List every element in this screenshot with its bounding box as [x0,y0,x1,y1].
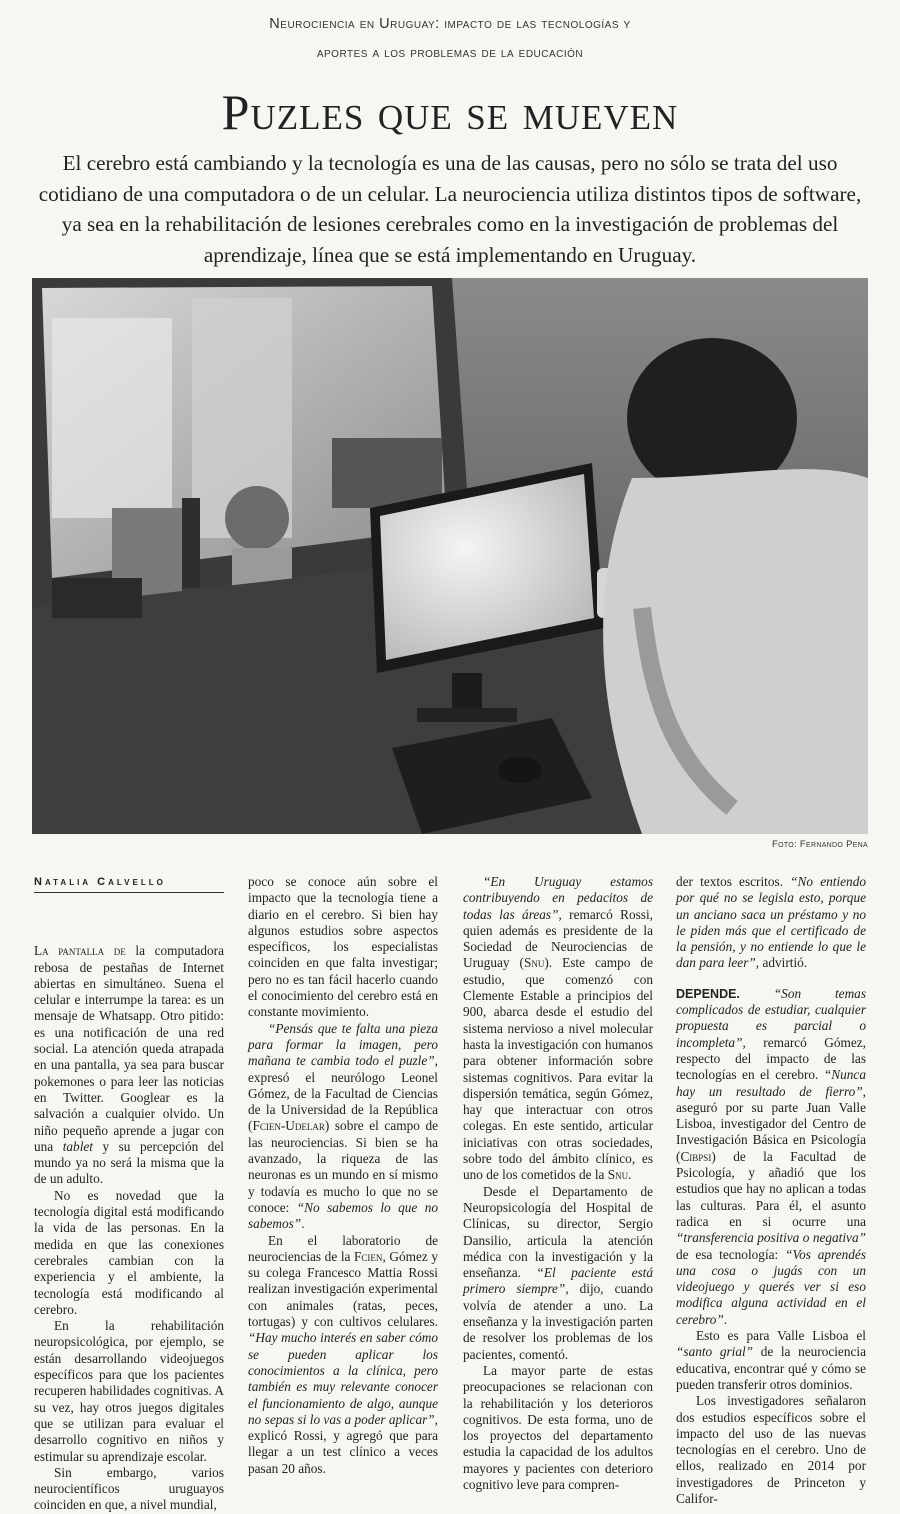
byline: Natalia Calvello [34,874,224,893]
paragraph-text: En el laboratorio de neurociencias de la [248,1232,438,1264]
paragraph-text: , dijo, cuando volvía de atender a uno. La enseñanza y la investigación parten de resolver los problemas de los pacientes, comentó. [463,1281,653,1362]
paragraph-text: , aseguró por su parte Juan Valle Lisboa, investigador del Centro de Investigación Básica en Psicología ( [676,1083,866,1164]
article-column-2 [248,874,438,1477]
quote: “Son temas complicados de estudiar, cualquier propuesta es parcial o incompleta” [676,985,866,1050]
paragraph-text: , advirtió. [755,955,808,971]
paragraph-text: . [628,1167,632,1183]
paragraph-text: , expresó el neurólogo Leonel Gómez, de la Facultad de Ciencias de la Universidad de la República ( [248,1053,438,1134]
article-column-1 [34,874,224,1514]
paragraph-text: ). Este campo de estudio, que comenzó con Clemente Estable a principios del 900, abarca desde el estudio del sistema nervioso a nivel molecular hasta la investigación con humanos para obtener información sobre sistemas cognitivos. Para evitar la dispersión temática, según Gómez, hay que interactuar con otros colegas. En este sentido, articular iniciativas con otras sociedades, sobre todo del ámbito clínico, es uno de los cometidos de la [463,955,653,1183]
paragraph: Los investigadores señalaron dos estudios específicos sobre el impacto del uso de las nuevas tecnologías en el cerebro. Uno de ellos, realizado en 2014 por investigadores de Princeton y Califor- [676,1393,866,1506]
paragraph [463,874,653,1184]
quote: “Vos aprendés una cosa o jugás con un videojuego y querés ver si eso modifica alguna actividad en el cerebro” [676,1246,866,1327]
article-kicker [0,10,900,68]
lab-photo-illustration [32,278,868,834]
quote: “No sabemos lo que no sabemos” [248,1199,438,1232]
article-column-3 [463,874,653,1493]
paragraph-text: . [723,1311,728,1327]
quote: “santo grial” [676,1344,754,1360]
abbreviation: Snu [607,1167,629,1183]
abbreviation: Fcien-Udelar [252,1118,325,1134]
paragraph [676,874,866,972]
paragraph-text: Esto es para Valle Lisboa el [696,1328,866,1344]
paragraph-text: , explicó Rossi, y agregó que para llegar a un test clínico a veces pasan 20 años. [248,1411,438,1476]
article-lede: El cerebro está cambiando y la tecnología es una de las causas, pero no sólo se trata del uso cotidiano de una computadora o de un celular. La neurociencia utiliza distintos tipos de software, ya sea en la rehabilitación de lesiones cerebrales como en la investigación de problemas del aprendizaje, línea que se está implementando en Uruguay. [38,151,862,267]
quote: “No entiendo por qué no se legisla esto, porque un anciano saca un préstamo y no le piden más que el certificado de la pensión, y no entiende lo que le dan para leer” [676,874,866,971]
paragraph [248,1233,438,1477]
abbreviation: Cibpsi [680,1148,712,1164]
paragraph-text: ) sobre el campo de las neurociencias. Si bien se ha avanzado, la riqueza de las neuronas es un mundo en sí mismo y todavía es mucho lo que no se conoce: [248,1118,438,1215]
paragraph-text: la computadora rebosa de pestañas de Internet abiertas en simultáneo. Suena el celular e interrumpe la tarea: es un mensaje de Whatsapp. Otro pitido: es una notificación de una red social. La atención queda atrapada en una pantalla, ya sea para buscar pokemones o para leer las noticias en Twitter. Googlear es la salvación a cualquier olvido. Un niño pequeño aprende a jugar con una [34,943,224,1154]
paragraph-text: , remarcó Gómez, respecto del impacto de las tecnologías en el cerebro. [676,1034,866,1083]
paragraph-text: , remarcó Rossi, quien además es presidente de la Sociedad de Neurociencias de Uruguay ( [463,906,653,971]
paragraph-text: y su percepción del mundo ya no será la misma que la de un adulto. [34,1138,224,1187]
paragraph [676,1328,866,1393]
quote: “Nunca hay un resultado de fierro” [676,1067,866,1099]
abbreviation: Fcien [354,1248,383,1264]
paragraph [463,1184,653,1363]
paragraph-text: de esa tecnología: [676,1246,786,1262]
paragraph: En la rehabilitación neuropsicológica, por ejemplo, se están desarrollando videojuegos específicos para que los pacientes recuperen habilidades cognitivas. A su vez, hay otros juegos digitales que se utilizan para evaluar el desarrollo cognitivo en niños y estimular su aprendizaje escolar. [34,1318,224,1464]
abbreviation: Snu [523,955,545,971]
quote: “El paciente está primero siempre” [463,1265,654,1297]
quote: “transferencia positiva o negativa” [676,1230,866,1246]
paragraph: No es novedad que la tecnología digital está modificando la vida de las personas. En la medida en que las conexiones cerebrales cambian con la experiencia y el ambiente, la tecnología está modificando al cerebro. [34,1187,224,1317]
paragraph-text: Desde el Departamento de Neuropsicología del Hospital de Clínicas, su director, Sergio Dansilio, articula la atención médica con la investigación y la enseñanza. [463,1183,653,1281]
paragraph-text: de la neurociencia educativa, encontrar qué y cómo se pueden transferir otros dominios. [676,1344,866,1392]
article-column-4 [676,874,866,1507]
article-title: Puzles que se mueven [221,84,679,140]
paragraph: La mayor parte de estas preocupaciones se relacionan con la rehabilitación y los deterioros cognitivos. De esta forma, uno de los proyectos del departamento estudia la capacidad de los adultos mayores y pacientes con deterioro cognitivo leve para compren- [463,1362,653,1492]
paragraph [248,1021,438,1233]
photo-credit: Foto: Fernando Pena [772,839,868,850]
paragraph-text: , Gómez y su colega Francesco Mattia Rossi realizan investigación experimental con animales (ratas, peces, tortugas) y con cultivos celulares. [248,1248,438,1330]
paragraph-lead-in: La pantalla de [34,943,126,959]
quote: “Hay mucho interés en saber cómo se pueden aplicar los conocimientos a la clínica, pero también es muy relevante conocer el funcionamiento de algo, aunque no sepas si lo vas a poder aplicar” [248,1330,438,1427]
kicker-line-1: Neurociencia en Uruguay: impacto de las tecnologías y [269,16,631,32]
section-subhead: DEPENDE. [676,986,740,1001]
paragraph: poco se conoce aún sobre el impacto que la tecnología tiene a diario en el cerebro. Si bien hay algunos estudios sobre aspectos específicos, los especialistas coinciden en que falta investigar; pero no es tan fácil hacerlo cuando el conocimiento del cerebro está en constante movimiento. [248,874,438,1020]
paragraph: Sin embargo, varios neurocientíficos uruguayos coinciden en que, a nivel mundial, [34,1464,224,1513]
kicker-line-2: aportes a los problemas de la educación [316,45,584,61]
paragraph-text: der textos escritos. [676,874,791,889]
quote: “En Uruguay estamos contribuyendo en pedacitos de todas las áreas” [463,874,653,922]
paragraph-italic-word: tablet [62,1138,93,1154]
paragraph-text: ) de la Facultad de Psicología, y añadió que los estudios que hay no aplican a todas las culturas. Para él, el asunto radica en si ocurre una [676,1148,866,1229]
paragraph-text: . [301,1216,305,1232]
paragraph [676,986,866,1328]
paragraph [34,943,224,1187]
quote: “Pensás que te falta una pieza para formar la imagen, pero mañana te cambia todo el puzle” [248,1020,438,1069]
article-photo [32,278,868,834]
